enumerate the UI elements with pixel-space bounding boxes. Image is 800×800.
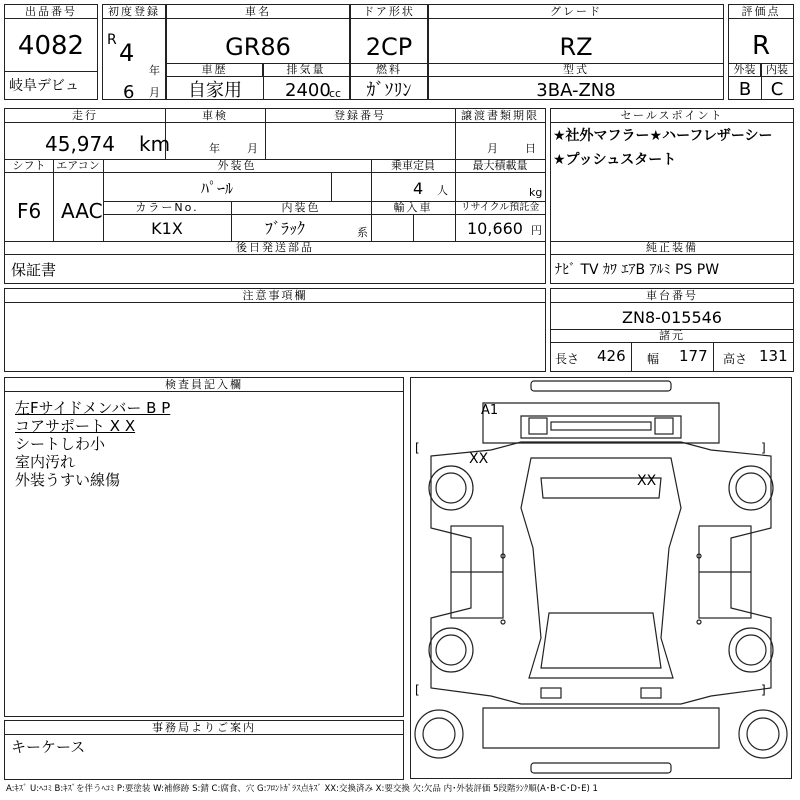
fuel-label: 燃料 (351, 63, 427, 77)
lot-number-box (4, 4, 98, 100)
color-no-value: K1X (151, 219, 183, 238)
sales-point-line-2: ★プッシュスタート (553, 152, 677, 168)
bracket-left-2: [ (415, 683, 420, 697)
office-box (4, 720, 404, 780)
equipment-value: ﾅﾋﾞ TV ｶﾜ ｴｱB ｱﾙﾐ PS PW (555, 262, 720, 278)
ac-value: AAC (61, 199, 103, 223)
notes-box (4, 288, 546, 372)
sales-point-label: セールスポイント (551, 109, 793, 123)
inspector-line-1: 左Fサイドメンバー B P (15, 399, 171, 417)
recycle-value: 10,660 (467, 219, 523, 238)
era-prefix: R (107, 32, 117, 48)
office-label: 事務局よりご案内 (5, 721, 403, 735)
mark-xx-center: XX (637, 473, 657, 489)
score-label: 評価点 (729, 5, 793, 19)
max-load-label: 最大積載量 (455, 159, 545, 173)
lot-number: 4082 (17, 31, 85, 61)
inspector-line-3: シートしわ小 (15, 435, 106, 453)
year-unit: 年 (149, 64, 160, 77)
reg-year: 4 (119, 39, 135, 67)
car-name-label: 車名 (167, 5, 349, 19)
mileage-value: 45,974 (45, 132, 115, 156)
bracket-right-2: ] (761, 683, 766, 697)
exterior-grade: B (738, 79, 752, 100)
height-label: 高さ (723, 352, 748, 366)
height-value: 131 (759, 347, 788, 365)
door-value: 2CP (365, 33, 413, 61)
mark-xx-left: XX (469, 451, 489, 467)
sales-point-line-1: ★社外マフラー★ハーフレザーシー (553, 128, 773, 144)
int-color-value: ﾌﾞﾗｯｸ (265, 219, 306, 238)
yen-unit: 円 (531, 224, 542, 237)
history-label: 車歴 (167, 63, 263, 77)
person-unit: 人 (437, 184, 448, 197)
car-outline-drawing (411, 378, 791, 778)
int-color-suffix: 系 (357, 226, 368, 239)
interior-grade: C (770, 79, 784, 100)
capacity-label: 乗車定員 (371, 159, 455, 173)
exterior-grade-label: 外装 (729, 63, 761, 77)
int-color-label: 内装色 (231, 201, 371, 215)
displacement-label: 排気量 (263, 63, 349, 77)
sales-point-box (550, 108, 794, 284)
venue-name: 岐阜デビュ (9, 78, 79, 94)
inspector-line-5: 外装うすい線傷 (15, 471, 121, 489)
fuel-value: ｶﾞｿﾘﾝ (366, 80, 412, 101)
mark-a1: A1 (481, 403, 499, 418)
reg-no-label: 登録番号 (265, 109, 455, 123)
first-reg-label: 初度登録 (103, 5, 165, 19)
door-box (350, 4, 428, 100)
car-name-box (166, 4, 350, 100)
displacement-value: 2400 (285, 80, 331, 101)
door-label: ドア形状 (351, 5, 427, 19)
capacity-value: 4 (413, 179, 424, 198)
cc-unit: cc (329, 87, 342, 100)
notes-label: 注意事項欄 (5, 289, 545, 303)
mileage-label: 走行 (5, 109, 165, 123)
car-damage-diagram (410, 377, 792, 779)
shift-value: F6 (17, 199, 42, 223)
inspector-line-4: 室内汚れ (15, 453, 76, 471)
month-unit: 月 (149, 86, 160, 99)
score-value: R (751, 31, 771, 61)
dims-label: 諸元 (551, 329, 793, 343)
import-label: 輸入車 (371, 201, 455, 215)
inspection-month-unit: 月 (247, 142, 258, 155)
ac-label: エアコン (53, 159, 103, 173)
grade-box (428, 4, 724, 100)
model-code-value: 3BA-ZN8 (536, 80, 616, 101)
ext-color-label: 外装色 (103, 159, 371, 173)
legend-footer: A:ｷｽﾞ U:ﾍｺﾐ B:ｷｽﾞを伴うﾍｺﾐ P:要塗装 W:補修跡 S:錆 C:腐食、穴 G:ﾌﾛﾝﾄｶﾞﾗｽ点ｷｽﾞ XX:交換済み X:要交換 欠:欠品 内･外装評価 5段階ﾗﾝｸ順(A･B･C･D･E) 1 (6, 784, 598, 794)
grade-label: グレード (429, 5, 723, 19)
chassis-number: ZN8-015546 (622, 308, 722, 327)
width-value: 177 (679, 347, 708, 365)
equipment-label: 純正装備 (551, 241, 793, 255)
inspector-line-2: コアサポート X X (15, 417, 136, 435)
office-text: キーケース (11, 738, 86, 756)
transfer-label: 譲渡書類期限 (455, 109, 545, 123)
inspector-label: 検査員記入欄 (5, 378, 403, 392)
length-value: 426 (597, 347, 626, 365)
later-parts-value: 保証書 (11, 261, 57, 279)
ext-color-value: ﾊﾟｰﾙ (200, 179, 233, 198)
later-parts-label: 後日発送部品 (5, 241, 545, 255)
grade-value: RZ (559, 33, 593, 61)
vehicle-detail-box (4, 108, 546, 284)
model-code-label: 型式 (429, 63, 723, 77)
score-box (728, 4, 794, 100)
interior-grade-label: 内装 (761, 63, 793, 77)
inspection-year-unit: 年 (209, 142, 220, 155)
transfer-day-unit: 日 (525, 142, 536, 155)
bracket-right-1: ] (761, 441, 766, 455)
inspection-label: 車検 (165, 109, 265, 123)
color-no-label: カラーNo. (103, 201, 231, 215)
length-label: 長さ (555, 352, 580, 366)
chassis-box (550, 288, 794, 372)
inspector-box (4, 377, 404, 717)
first-registration-box (102, 4, 166, 103)
kg-unit: kg (529, 186, 543, 199)
km-unit: km (139, 132, 171, 156)
transfer-month-unit: 月 (487, 142, 498, 155)
shift-label: シフト (5, 159, 53, 173)
width-label: 幅 (647, 352, 660, 366)
recycle-label: リサイクル預託金 (455, 201, 545, 215)
bracket-left-1: [ (415, 441, 420, 455)
history-value: 自家用 (188, 80, 242, 101)
reg-month: 6 (123, 82, 135, 103)
lot-number-label: 出品番号 (5, 5, 97, 19)
chassis-label: 車台番号 (551, 289, 793, 303)
car-name: GR86 (225, 33, 291, 61)
